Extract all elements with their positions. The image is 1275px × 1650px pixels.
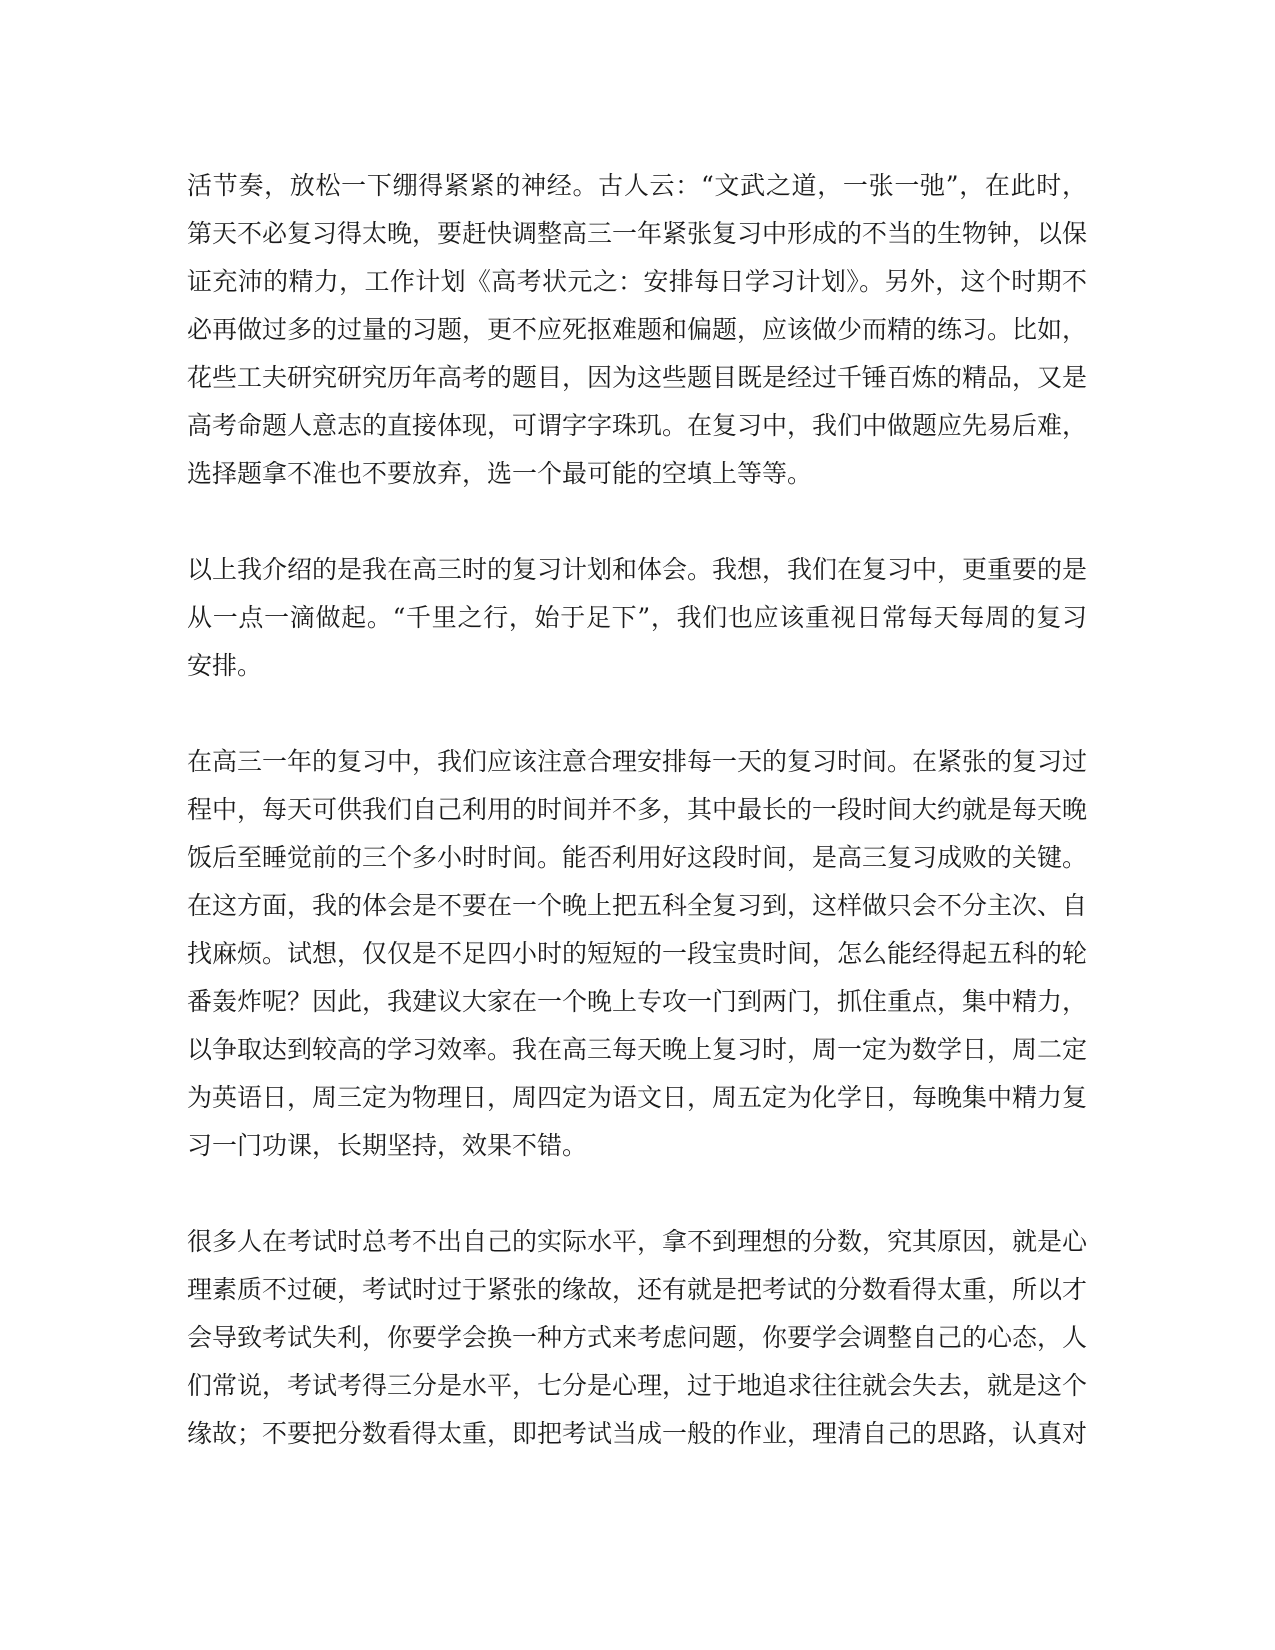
paragraph-spacer xyxy=(187,498,1087,546)
paragraph-1 xyxy=(187,162,1087,498)
paragraph-line: 在高三一年的复习中，我们应该注意合理安排每一天的复习时间。在紧张的复习过 xyxy=(187,747,1088,776)
paragraph-line: 会导致考试失利，你要学会换一种方式来考虑问题，你要学会调整自己的心态，人 xyxy=(187,1323,1088,1352)
paragraph-line: 理素质不过硬，考试时过于紧张的缘故，还有就是把考试的分数看得太重，所以才 xyxy=(187,1275,1088,1304)
paragraph-line: 选择题拿不准也不要放弃，选一个最可能的空填上等等。 xyxy=(187,459,813,488)
paragraph-line: 从一点一滴做起。“千里之行，始于足下”，我们也应该重视日常每天每周的复习 xyxy=(187,603,1087,632)
paragraph-line: 以上我介绍的是我在高三时的复习计划和体会。我想，我们在复习中，更重要的是 xyxy=(187,555,1088,584)
paragraph-line: 活节奏，放松一下绷得紧紧的神经。古人云：“文武之道，一张一弛”，在此时， xyxy=(187,171,1087,200)
paragraph-line: 第天不必复习得太晚，要赶快调整高三一年紧张复习中形成的不当的生物钟，以保 xyxy=(187,219,1088,248)
paragraph-line: 们常说，考试考得三分是水平，七分是心理，过于地追求往往就会失去，就是这个 xyxy=(187,1371,1088,1400)
paragraph-line: 花些工夫研究研究历年高考的题目，因为这些题目既是经过千锤百炼的精品，又是 xyxy=(187,363,1088,392)
paragraph-3 xyxy=(187,738,1087,1170)
document-body xyxy=(187,162,1087,1458)
paragraph-line: 习一门功课，长期坚持，效果不错。 xyxy=(187,1131,588,1160)
paragraph-line: 为英语日，周三定为物理日，周四定为语文日，周五定为化学日，每晚集中精力复 xyxy=(187,1083,1088,1112)
paragraph-spacer xyxy=(187,690,1087,738)
paragraph-line: 必再做过多的过量的习题，更不应死抠难题和偏题，应该做少而精的练习。比如， xyxy=(187,315,1088,344)
paragraph-line: 安排。 xyxy=(187,651,263,680)
paragraph-line: 饭后至睡觉前的三个多小时时间。能否利用好这段时间，是高三复习成败的关键。 xyxy=(187,843,1088,872)
paragraph-2 xyxy=(187,546,1087,690)
paragraph-line: 在这方面，我的体会是不要在一个晚上把五科全复习到，这样做只会不分主次、自 xyxy=(187,891,1088,920)
paragraph-line: 缘故；不要把分数看得太重，即把考试当成一般的作业，理清自己的思路，认真对 xyxy=(187,1419,1088,1448)
paragraph-line: 番轰炸呢？因此，我建议大家在一个晚上专攻一门到两门，抓住重点，集中精力， xyxy=(187,987,1088,1016)
paragraph-line: 以争取达到较高的学习效率。我在高三每天晚上复习时，周一定为数学日，周二定 xyxy=(187,1035,1088,1064)
paragraph-4 xyxy=(187,1218,1087,1458)
paragraph-line: 证充沛的精力，工作计划《高考状元之：安排每日学习计划》。另外，这个时期不 xyxy=(187,267,1087,296)
paragraph-spacer xyxy=(187,1170,1087,1218)
paragraph-line: 高考命题人意志的直接体现，可谓字字珠玑。在复习中，我们中做题应先易后难， xyxy=(187,411,1088,440)
paragraph-line: 很多人在考试时总考不出自己的实际水平，拿不到理想的分数，究其原因，就是心 xyxy=(187,1227,1088,1256)
paragraph-line: 找麻烦。试想，仅仅是不足四小时的短短的一段宝贵时间，怎么能经得起五科的轮 xyxy=(187,939,1088,968)
paragraph-line: 程中，每天可供我们自己利用的时间并不多，其中最长的一段时间大约就是每天晚 xyxy=(187,795,1088,824)
